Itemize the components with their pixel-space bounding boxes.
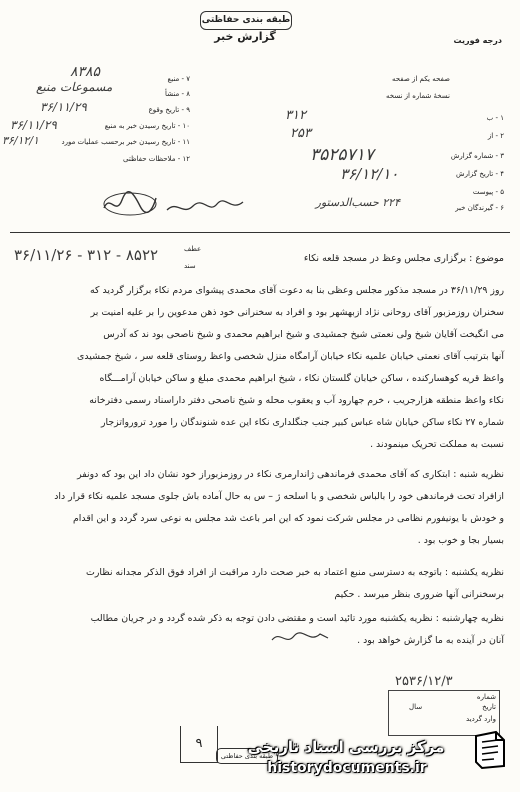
- field-5-label: ۵ - پیوست: [472, 188, 504, 196]
- body-line: نسبت به مملکت تحریک مینمودند .: [370, 439, 504, 450]
- watermark-title: مرکز بررسی اسناد تاریخی: [247, 738, 445, 756]
- field-2-label: ۲ - از: [487, 132, 504, 140]
- reference-label-a: عطف: [184, 245, 202, 253]
- field-10-value: ۳۶/۱۱/۲۹: [10, 118, 57, 132]
- opinion-line: نظریه شنبه : ابتکاری که آقای محمدی فرماندهی ژاندارمری نکاء در روزمزبوراز خود نشان داد این بود که دونفر: [77, 469, 504, 480]
- field-7-label: ۷ - منبع: [167, 75, 190, 83]
- opinion-line: ازافراد تحت فرماندهی خود را بالباس شخصی و با اسلحه ژ – س به حال آماده باش جلوی مسجد علمیه نکاء قرار داد: [54, 491, 504, 502]
- opinion-line: نظریه چهارشنبه : نظریه یکشنبه مورد تائید است و مقتضی دادن توجه به ذکر شده گردد و در جریان مطالب: [90, 613, 504, 624]
- body-line: شماره ۲۷ نکاء ساکن خیابان شاه عباس کبیر جنب جنگلداری نکاء این عده شنوندگان را مورد ترورواتزجار: [100, 417, 504, 428]
- page-number: ۹: [195, 736, 203, 751]
- field-8-value: مسموعات منبع: [36, 80, 113, 94]
- registry-stamp-number: شماره: [476, 693, 496, 701]
- field-1-label: ۱ - ب: [486, 114, 504, 122]
- field-3-label: ۳ - شماره گزارش: [450, 152, 504, 160]
- field-6-label: ۶ - گیرندگان خبر: [455, 204, 504, 212]
- opinion-line: بسیار بجا و خوب بود .: [417, 535, 504, 546]
- opinion-line: و خودش با یونیفورم نظامی در مجلس شرکت نمود که این امر باعث شد مجلس به نوعی سرد گردد و این اقدام: [73, 513, 504, 524]
- classification-stamp: [200, 11, 292, 30]
- field-4-label: ۴ - تاریخ گزارش: [456, 170, 504, 178]
- field-9-label: ۹ - تاریخ وقوع: [148, 106, 190, 114]
- field-8-label: ۸ - منشأ: [165, 90, 190, 98]
- signature-left-1: [100, 190, 160, 218]
- field-1-value: ۳۱۲: [285, 108, 306, 123]
- field-2-value: ۲۵۳: [290, 126, 311, 141]
- field-3-value: ۳۵۲۵۷۱۷: [310, 145, 374, 165]
- date-stamp: ۲۵۳۶/۱۲/۳: [395, 674, 453, 689]
- signature-left-2: [165, 196, 245, 218]
- reference-label-b: سند: [184, 262, 196, 270]
- body-line: واعظ قریه کوهسارکنده ، ساکن خیابان گلستان نکاء ، شیخ ابراهیم محمدی مبلغ و ساکن خیابان آرامـــگاه: [99, 373, 504, 384]
- form-title: گزارش خبر: [214, 30, 276, 43]
- footer-classification-text: طبقه بندی حفاظتی: [220, 752, 274, 760]
- body-line: می انگیخت آقایان شیخ ولی نعمتی شیخ جمشیدی و شیخ ابراهیم محمدی و شیخ ناصحی بود ند که آدرس: [103, 329, 504, 340]
- copy-of-line: نسخهٔ شماره از نسخه: [385, 92, 450, 100]
- registry-stamp-year: سال: [409, 703, 423, 711]
- priority-label: درجه فوریت: [453, 36, 502, 45]
- subject-line: موضوع : برگزاری مجلس وعظ در مسجد قلعه نکاء: [303, 253, 504, 264]
- field-9-value: ۳۶/۱۱/۲۹: [40, 100, 87, 114]
- body-line: آنها بترتیب آقای نعمتی خیابان علمیه نکاء خیابان آرامگاه منزل شخصی واعظ روستای قلعه سر ، شیخ جمشیدی: [76, 351, 504, 362]
- field-12-label: ۱۲ - ملاحظات حفاظتی: [123, 155, 190, 163]
- opinion-line: آنان در آینده به ما گزارش خواهد بود .: [357, 635, 504, 646]
- watermark-logo-icon: [470, 728, 510, 772]
- field-11-label: ۱۱ - تاریخ رسیدن خبر برحسب عملیات مورد: [61, 138, 190, 146]
- classification-stamp-text: طبقه بندی حفاظتی: [201, 15, 291, 25]
- page-number-box: [180, 726, 218, 763]
- opinion-line: نظریه یکشنبه : باتوجه به دسترسی منبع اعتماد به خبر صحت دارد مراقبت از افراد فوق الذکر مجدانه نظارت: [86, 567, 504, 578]
- body-line: سخنران روزمزبور آقای روحانی نژاد ازبهشهر بود و افراد به سخنرانی خود ذهن مدعوین را بر علیه امنیت بر: [90, 307, 504, 318]
- registry-stamp-date: تاریخ: [482, 703, 496, 711]
- handwritten-note: [270, 628, 330, 648]
- field-4-value: ۳۶/۱۲/۱۰: [340, 165, 399, 183]
- opinion-line: برسخنرانی آنها ضروری بنظر میرسد . حکیم: [334, 589, 504, 600]
- field-10-label: ۱۰ - تاریخ رسیدن خبر به منبع: [104, 122, 190, 130]
- field-7-value: ۸۳۸۵: [70, 64, 101, 80]
- field-11-value: ۳۶/۱۲/۱: [2, 134, 39, 147]
- body-line: نکاء واعظ منطقه هزارجریب ، خرم جهارود آب و یعقوب محله و شیخ ناصحی دفتر داراسناد رسمی دفترخانه: [89, 395, 504, 406]
- body-line: روز ۳۶/۱۱/۲۹ در مسجد مذکور مجلس وعظی بنا به دعوت آقای محمدی پیشوای مردم نکاء برگزار گردید که: [90, 285, 504, 296]
- reference-number: ۳۶/۱۱/۲۶ - ۳۱۲ - ۸۵۲۲: [14, 246, 159, 264]
- watermark-url: historydocuments.ir: [267, 760, 427, 776]
- page-of-line: صفحه یکم از صفحه: [392, 75, 450, 83]
- header-divider: [10, 232, 510, 233]
- registry-stamp-received: وارد گردید: [466, 715, 496, 723]
- field-6-value: ۲۲۴ حسب‌الدستور: [315, 196, 400, 209]
